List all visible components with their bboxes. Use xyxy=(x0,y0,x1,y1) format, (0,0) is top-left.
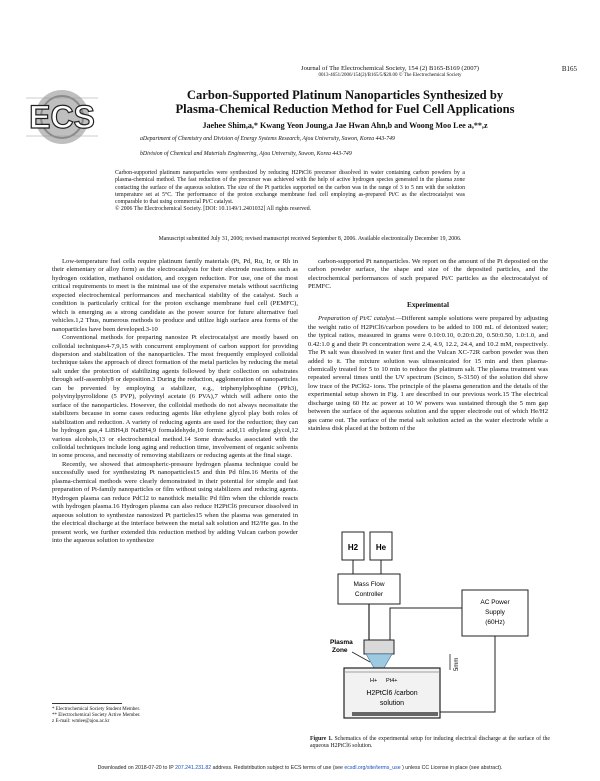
received-dates: Manuscript submitted July 31, 2006; revised manuscript received September 8, 2006. Available electronically December 19, 2006. xyxy=(158,236,462,242)
download-mid: address. Redistribution subject to ECS terms of use (see xyxy=(212,765,343,771)
title-line-1: Carbon-Supported Platinum Nanoparticles Synthesized by xyxy=(186,88,504,102)
plasma-zone-label-1: Plasma xyxy=(330,639,353,646)
caption-text: Schematics of the experimental setup for inducing electrical discharge at the surface of the aqueous H2PtCl6 solution. xyxy=(310,736,550,750)
terms-of-use-link[interactable]: ecsdl.org/site/terms_use xyxy=(344,765,401,771)
solution-label-1: H2PtCl6 /carbon xyxy=(366,690,418,697)
download-prefix: Downloaded on 2018-07-20 to IP xyxy=(97,765,174,771)
he-label: He xyxy=(375,543,387,552)
bottom-electrode xyxy=(352,712,438,716)
mass-flow-controller xyxy=(338,574,400,604)
footnote: z E-mail: wmlee@ajou.ac.kr xyxy=(52,719,110,725)
h2-label: H2 xyxy=(347,543,359,552)
mfc-label-1: Mass Flow xyxy=(353,581,385,588)
page-code: B165 xyxy=(561,65,577,73)
ion-h: H+ xyxy=(370,678,378,684)
solution-label-2: solution xyxy=(379,700,405,707)
affiliation-b: bDivision of Chemical and Materials Engineering, Ajou University, Suwon, Korea 443-749 xyxy=(140,151,352,157)
caption-label: Figure 1. xyxy=(310,736,333,742)
copyright: © 2006 The Electrochemical Society. [DOI: 10.1149/1.2401032] All rights reserved. xyxy=(115,206,312,213)
ion-pt: Pt4+ xyxy=(386,678,398,684)
ac-label-3: (60Hz) xyxy=(485,619,505,626)
download-notice xyxy=(0,765,600,771)
abstract-text: Carbon-supported platinum nanoparticles were synthesized by reducing H2PtCl6 precursor dissolved in water containing carbon powders by a plasma-chemical method. The fast reduction of the precursor was achieved with the help of active hydrogen species generated in the plasma zone contacting the surface of the aqueous solution. The size of the Pt particles supported on the carbon was in the range of 3 to 5 nm with the solution temperature set at 5°C. The performance of the proton exchange membrane fuel cell employing as-prepared Pt/C as the electrocatalyst was comparable to that using commercial Pt/C catalyst. xyxy=(115,170,465,206)
article-title xyxy=(110,88,580,116)
ac-label-2: Supply xyxy=(485,609,505,616)
ecs-logo xyxy=(18,88,106,146)
paragraph: Recently, we showed that atmospheric-pressure hydrogen plasma technique could be successfully used for synthesizing Pt nanoparticles15 and thin Pd film.16 Merits of the plasma-chemical methods were clearly demonstrated in their potential for simple and fast preparation of Pt-family nanoparticles or film without using stabilizers and reducing agents. Hydrogen plasma can reduce PdCl2 to nanothick metallic Pd film when the chloride reacts with hydrogen plasma.16 Hydrogen plasma can also reduce H2PtCl6 precursor dissolved in aqueous solution to synthesize nanosized Pt particles15 when the plasma was generated in the electrical discharge at the interface between the metal salt solution and H2/He gas. In the present work, we further extended this reduction method by adding Vulcan carbon powder into the aqueous solution to synthesize xyxy=(52,460,298,544)
left-column xyxy=(52,258,298,545)
journal-subheader: 0013-4651/2006/154(2)/B165/5/$20.00 © The Electrochemical Society xyxy=(318,73,462,78)
paragraph: Conventional methods for preparing nanosize Pt electrocatalyst are mostly based on colloidal techniques4-7,9,15 with concurrent employment of carbon support for providing dispersion and stabilization of the nanoparticles. The most frequently employed colloidal technique takes the approach of direct formation of the metal particles by reducing the metal salt under the protection of stabilizing agents followed by their collection on substrates through self-assembly8 or deposition.3 During the reduction, agglomeration of nanoparticles can be prevented by employing a stabilizer, e.g., triphenylphosphine (PPh3), polyvinylpyrrolidone (5 PVP), polyvinyl acetate (6 PVA),7 which will adhere onto the surface of the nanoparticles. However, the colloidal methods do not always necessitate the stabilizers because in some cases reducing agents like ethylene glycol play both roles of stabilization and reduction. A variety of reducing agents are used for the reduction; they can be hydrogen gas,4 LiBH4,8 NaBH4,9 formaldehyde,10 formic acid,11 ethylene glycol,12 various alcohols,13 or electrochemical method.14 Some drawbacks associated with the colloidal techniques include long aging and reduction time, involvement of organic solvents in some process, and necessity of removing stabilizers or reducing agents at the final stage. xyxy=(52,334,298,460)
title-line-2: Plasma-Chemical Reduction Method for Fuel Cell Applications xyxy=(175,102,515,116)
figure-1-schematic xyxy=(330,512,540,732)
paragraph: Low-temperature fuel cells require platinum family materials (Pt, Pd, Ru, Ir, or Rh in their elementary or alloy form) as the electrocatalysts for their electrode reactions such as hydrogen oxidation, methanol oxidation, and oxygen reduction. For use, one of the most critical requirements to meet is the minimal use of the expensive metals without sacrificing expected electrochemical performances and mechanical stability of the catalyst. Such a condition is particularly critical for the proton exchange membrane fuel cell (PEMFC), which is emerging as a strong candidate as the power source for future alternative fuel vehicles.1,2 Thus, numerous methods to produce and utilize high surface area forms of the nanoparticles have been developed.3-10 xyxy=(52,258,298,333)
gap-label: 5mm xyxy=(454,657,460,671)
section-heading-experimental: Experimental xyxy=(407,300,449,309)
paragraph: carbon-supported Pt nanoparticles. We report on the amount of the Pt deposited on the carbon powder surface, the shape and size of the deposited particles, and the electrochemical performances of such prepared Pt/C particles as the electrocatalyst of PEMFC. xyxy=(308,258,548,291)
abstract xyxy=(115,170,465,214)
plasma-zone-label-2: Zone xyxy=(332,647,348,654)
logo-text: ECS xyxy=(29,99,95,135)
footnote-rule xyxy=(52,703,122,704)
paragraph-text: Different sample solutions were prepared by adjusting the weight ratio of H2PtCl6/carbon powders to be added to 100 mL of deionized water; the typical ratios, measured in grams were 0.10:0.10, 0.20:0.20, 0.50:0.50, 1.0:1.0, and 0.42:1.0 g and their Pt concentration were 2.4, 4.9, 12.2, 24.4, and 10.2 mM, respectively. The Pt salt was dissolved in water first and the Vulcan XC-72R carbon powder was then added to it. The mixture solution was ultrasonicated for 15 min and then plasma-chemically treated for 5 to 10 min to reduce the platinum salt. The plasma treatment was repeated several times until the UV spectrum (Scinco, S-3150) of the solution did show low trace of the PtCl62- ions. The principle of the plasma generation and the details of the experimental setup shown in Fig. 1 are described in our previous work.15 The electrical discharge using 60 Hz ac power at 10 W powers was sustained through the 5 mm gap between the surface of the aqueous solution and the upper electrode out of which He/H2 gas came out. The surface of the metal salt solution acted as the water electrode while a stainless disk placed at the bottom of the xyxy=(308,315,548,433)
footnote: * Electrochemical Society Student Member. xyxy=(52,707,141,712)
figure-caption xyxy=(310,736,550,750)
ac-label-1: AC Power xyxy=(480,599,510,606)
journal-header: Journal of The Electrochemical Society, 154 (2) B165-B169 (2007) xyxy=(301,65,479,72)
mfc-label-2: Controller xyxy=(354,591,384,598)
plasma-discharge xyxy=(366,654,392,668)
footnotes xyxy=(52,703,298,726)
download-suffix: ) unless CC License in place (see abstract). xyxy=(402,765,503,771)
right-column xyxy=(308,258,548,434)
footnote: ** Electrochemical Society Active Member. xyxy=(52,713,141,719)
download-ip-link[interactable]: 207.241.231.82 xyxy=(175,765,212,771)
run-in-heading: Preparation of Pt/C catalyst.— xyxy=(318,315,402,323)
paragraph xyxy=(308,315,548,433)
authors: Jaehee Shim,a,* Kwang Yeon Joung,a Jae Hwan Ahn,b and Woong Moo Lee a,**,z xyxy=(202,121,488,130)
affiliation-a: aDepartment of Chemistry and Division of Energy Systems Research, Ajou University, Suwon, Korea 443-749 xyxy=(140,136,395,142)
upper-electrode xyxy=(364,640,394,654)
